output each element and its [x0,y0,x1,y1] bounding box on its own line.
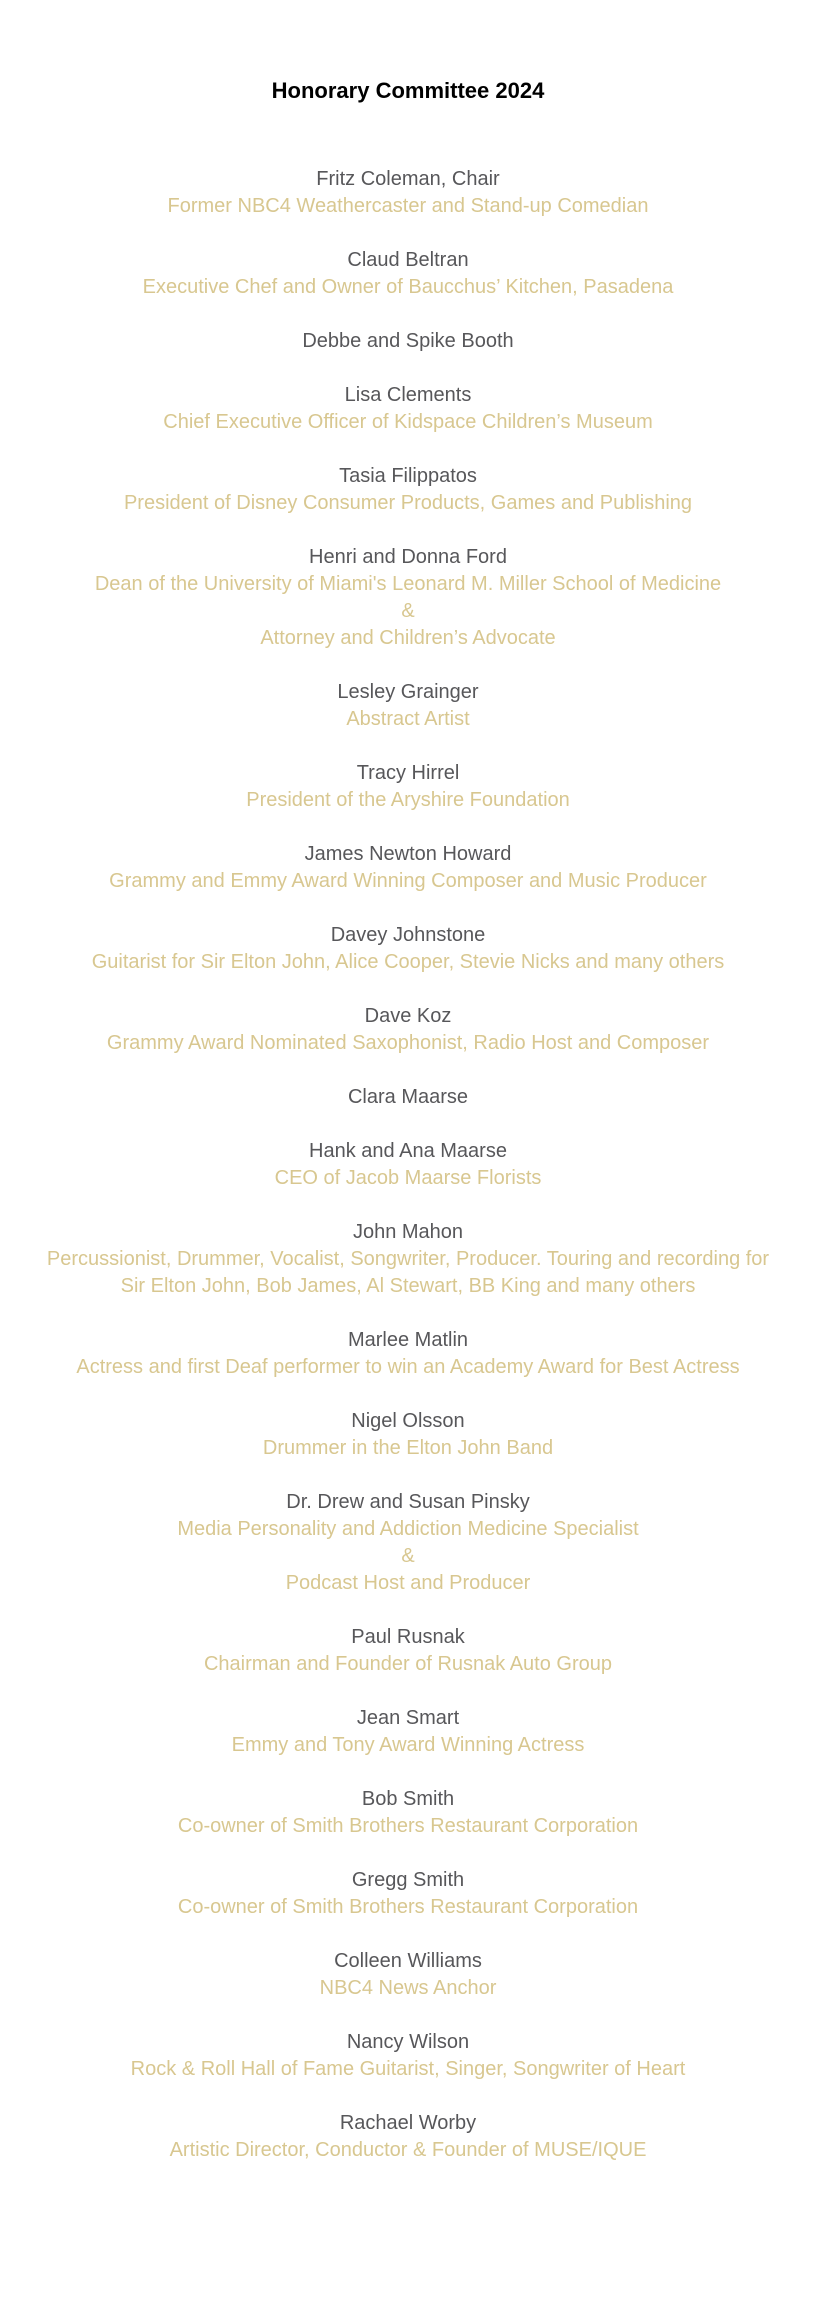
member-role: President of Disney Consumer Products, Games and Publishing [123,492,693,514]
member-name: Hank and Ana Maarse [309,1140,507,1162]
member-name: Nancy Wilson [346,2031,470,2053]
member-name: Bob Smith [361,1788,455,1810]
committee-member [0,463,816,517]
committee-member [0,922,816,976]
committee-member [0,328,816,355]
member-name: Nigel Olsson [351,1410,465,1432]
committee-member [0,2029,816,2083]
page-title: Honorary Committee 2024 [271,78,545,103]
member-name: Paul Rusnak [351,1626,465,1648]
committee-member [0,1705,816,1759]
member-role: Actress and first Deaf performer to win an Academy Award for Best Actress [76,1356,740,1378]
member-name: Dave Koz [364,1005,452,1027]
member-role: Attorney and Children’s Advocate [260,627,556,649]
member-role: Rock & Roll Hall of Fame Guitarist, Singer, Songwriter of Heart [130,2058,686,2080]
member-role: Podcast Host and Producer [285,1572,531,1594]
member-role: Artistic Director, Conductor & Founder of MUSE/IQUE [169,2139,647,2161]
member-role: Media Personality and Addiction Medicine Specialist [177,1518,639,1540]
member-name: Tracy Hirrel [356,762,460,784]
member-role: Executive Chef and Owner of Baucchus’ Kitchen, Pasadena [142,276,674,298]
member-role: Abstract Artist [346,708,470,730]
member-role: CEO of Jacob Maarse Florists [274,1167,542,1189]
committee-member [0,1624,816,1678]
member-name: Gregg Smith [351,1869,465,1891]
member-role: President of the Aryshire Foundation [246,789,570,811]
member-name: Debbe and Spike Booth [302,330,514,352]
committee-member [0,1219,816,1300]
member-name: John Mahon [352,1221,464,1243]
member-name: Lesley Grainger [337,681,479,703]
member-role: Dean of the University of Miami's Leonard M. Miller School of Medicine [94,573,722,595]
committee-member [0,1948,816,2002]
committee-member [0,1408,816,1462]
role-separator: & [401,1545,415,1567]
committee-member [0,1084,816,1111]
committee-member [0,382,816,436]
member-name: James Newton Howard [304,843,512,865]
member-role: NBC4 News Anchor [319,1977,497,1999]
member-name: Claud Beltran [347,249,469,271]
member-role: Grammy Award Nominated Saxophonist, Radio Host and Composer [106,1032,710,1054]
committee-member [0,2110,816,2164]
committee-member [0,1003,816,1057]
committee-member [0,760,816,814]
member-name: Davey Johnstone [330,924,486,946]
member-role: Drummer in the Elton John Band [262,1437,554,1459]
committee-member [0,247,816,301]
committee-member [0,166,816,220]
committee-member [0,1489,816,1597]
role-separator: & [401,600,415,622]
member-role: Guitarist for Sir Elton John, Alice Cooper, Stevie Nicks and many others [91,951,725,973]
member-name: Marlee Matlin [347,1329,469,1351]
member-role: Co-owner of Smith Brothers Restaurant Corporation [177,1896,639,1918]
committee-member [0,679,816,733]
committee-member [0,1786,816,1840]
member-role: Chairman and Founder of Rusnak Auto Group [203,1653,613,1675]
member-role: Grammy and Emmy Award Winning Composer and Music Producer [109,870,707,892]
committee-member [0,544,816,652]
member-name: Colleen Williams [334,1950,482,1972]
committee-member [0,841,816,895]
member-role: Co-owner of Smith Brothers Restaurant Corporation [177,1815,639,1837]
member-role: Emmy and Tony Award Winning Actress [231,1734,585,1756]
member-name: Clara Maarse [347,1086,469,1108]
member-name: Lisa Clements [344,384,472,406]
member-role: Former NBC4 Weathercaster and Stand-up Comedian [167,195,649,217]
member-role: Percussionist, Drummer, Vocalist, Songwriter, Producer. Touring and recording for [46,1248,770,1270]
committee-member [0,1138,816,1192]
committee-member [0,1867,816,1921]
member-role: Sir Elton John, Bob James, Al Stewart, BB King and many others [120,1275,696,1297]
member-name: Henri and Donna Ford [309,546,507,568]
member-name: Fritz Coleman, Chair [316,168,500,190]
committee-member [0,1327,816,1381]
member-list [0,166,816,2164]
member-name: Dr. Drew and Susan Pinsky [286,1491,530,1513]
member-role: Chief Executive Officer of Kidspace Children’s Museum [163,411,653,433]
member-name: Jean Smart [356,1707,460,1729]
member-name: Tasia Filippatos [339,465,477,487]
member-name: Rachael Worby [339,2112,477,2134]
